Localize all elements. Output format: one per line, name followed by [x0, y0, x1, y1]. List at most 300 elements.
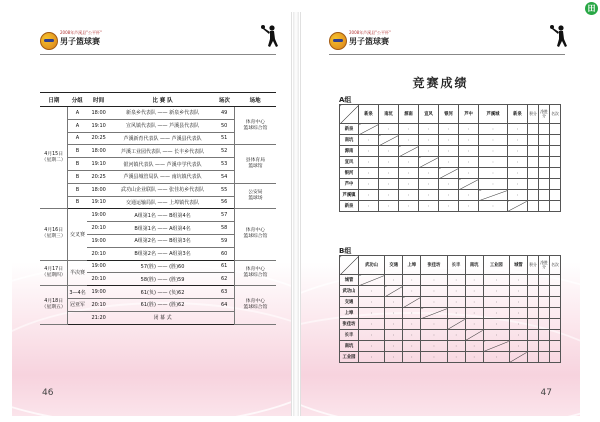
- game-cell: 64: [214, 298, 234, 311]
- score-cell: :: [403, 319, 421, 330]
- team-column-header: 源南: [399, 105, 419, 124]
- page-number-right: 47: [540, 388, 552, 398]
- stat-cell: [550, 135, 561, 146]
- stat-cell: [539, 297, 550, 308]
- score-cell: :: [509, 275, 527, 286]
- stat-column-header: 净胜分: [539, 256, 550, 275]
- grid-diagonal-cell: [507, 201, 527, 212]
- team-row-label: 交通: [340, 297, 359, 308]
- score-cell: :: [421, 330, 447, 341]
- time-cell: 19:00: [87, 260, 111, 273]
- score-cell: :: [419, 201, 439, 212]
- team-row-label: 宣风: [340, 157, 359, 168]
- game-cell: 49: [214, 107, 234, 120]
- time-cell: 20:25: [87, 170, 111, 183]
- grid-team-row: [340, 124, 561, 135]
- grid-diagonal-cell: [439, 168, 459, 179]
- score-cell: :: [507, 179, 527, 190]
- stat-cell: [539, 179, 550, 190]
- stat-cell: [528, 341, 539, 352]
- score-cell: :: [509, 319, 527, 330]
- score-cell: :: [359, 135, 379, 146]
- score-cell: :: [507, 157, 527, 168]
- score-cell: :: [479, 168, 508, 179]
- score-cell: :: [439, 124, 459, 135]
- score-cell: :: [479, 135, 508, 146]
- page-number-left: 46: [42, 388, 54, 398]
- score-cell: :: [439, 135, 459, 146]
- score-cell: :: [379, 179, 399, 190]
- team-column-header: 工业园: [483, 256, 509, 275]
- team-column-header: 长丰: [447, 256, 465, 275]
- match-cell: 武功山企业联队 —— 张佳坊乡代表队: [111, 183, 215, 196]
- score-cell: :: [403, 286, 421, 297]
- game-cell: 53: [214, 158, 234, 171]
- score-cell: :: [421, 297, 447, 308]
- stat-cell: [539, 201, 550, 212]
- score-cell: :: [483, 319, 509, 330]
- score-cell: :: [421, 341, 447, 352]
- right-page: [300, 12, 580, 416]
- time-cell: 18:00: [87, 183, 111, 196]
- game-cell: 50: [214, 119, 234, 132]
- grid-header-row: [340, 105, 561, 124]
- stat-cell: [539, 352, 550, 363]
- match-cell: 61(负) —— (负)62: [111, 286, 215, 299]
- stat-column-header: 净胜分: [539, 105, 550, 124]
- game-cell: 62: [214, 273, 234, 286]
- match-cell: A组第1名 —— B组第4名: [111, 209, 215, 222]
- basketball-player-icon: [258, 24, 280, 54]
- group-b-label: B组: [339, 247, 352, 255]
- grid-corner-cell: [340, 256, 359, 275]
- score-cell: :: [459, 135, 479, 146]
- score-cell: :: [399, 135, 419, 146]
- stat-cell: [539, 168, 550, 179]
- group-a-results-grid: [339, 104, 561, 212]
- game-cell: 61: [214, 260, 234, 273]
- book-spine: [293, 12, 299, 416]
- stat-cell: [550, 179, 561, 190]
- grid-team-row: [340, 275, 561, 286]
- col-date: 日期: [40, 93, 68, 107]
- score-cell: :: [419, 146, 439, 157]
- grid-team-row: [340, 168, 561, 179]
- score-cell: :: [421, 286, 447, 297]
- team-column-header: 银河: [439, 105, 459, 124]
- score-cell: :: [507, 146, 527, 157]
- col-game: 场次: [214, 93, 234, 107]
- score-cell: :: [483, 330, 509, 341]
- header-subtitle: 2008年芦溪县"公平杯": [349, 30, 391, 35]
- team-row-label: 张佳坊: [340, 319, 359, 330]
- score-cell: :: [507, 135, 527, 146]
- team-column-header: 芦中: [459, 105, 479, 124]
- score-cell: :: [399, 168, 419, 179]
- score-cell: :: [447, 308, 465, 319]
- stat-cell: [539, 146, 550, 157]
- score-cell: :: [507, 124, 527, 135]
- team-column-header: 武功山: [359, 256, 385, 275]
- team-row-label: 芦中: [340, 179, 359, 190]
- time-cell: 19:10: [87, 119, 111, 132]
- score-cell: :: [447, 286, 465, 297]
- date-cell: 4月18日 （星期五）: [40, 286, 68, 324]
- score-cell: :: [359, 319, 385, 330]
- schedule-row: [40, 107, 276, 120]
- stat-cell: [528, 179, 539, 190]
- score-cell: :: [479, 146, 508, 157]
- score-cell: :: [359, 157, 379, 168]
- team-row-label: 城管: [340, 275, 359, 286]
- results-title: 竞赛成绩: [412, 76, 469, 90]
- score-cell: :: [403, 330, 421, 341]
- group-cell: B: [68, 170, 87, 183]
- time-cell: 20:10: [87, 273, 111, 286]
- grid-diagonal-cell: [385, 286, 403, 297]
- game-cell: 54: [214, 170, 234, 183]
- score-cell: :: [509, 297, 527, 308]
- time-cell: 19:00: [87, 286, 111, 299]
- grid-diagonal-cell: [359, 124, 379, 135]
- grid-corner-cell: [340, 105, 359, 124]
- stat-cell: [528, 330, 539, 341]
- score-cell: :: [379, 157, 399, 168]
- match-cell: 宣风镇代表队 —— 芦溪县代表队: [111, 119, 215, 132]
- score-cell: :: [359, 168, 379, 179]
- score-cell: :: [379, 168, 399, 179]
- stat-cell: [550, 201, 561, 212]
- grid-diagonal-cell: [483, 341, 509, 352]
- stat-column-header: 积分: [528, 256, 539, 275]
- game-cell: 59: [214, 234, 234, 247]
- score-cell: :: [379, 190, 399, 201]
- score-cell: :: [385, 330, 403, 341]
- score-cell: :: [359, 330, 385, 341]
- team-row-label: 工业园: [340, 352, 359, 363]
- grid-team-row: [340, 330, 561, 341]
- team-column-header: 芦溪城: [479, 105, 508, 124]
- score-cell: :: [483, 352, 509, 363]
- match-cell: 闭 幕 式: [111, 311, 215, 324]
- stat-cell: [550, 286, 561, 297]
- tournament-logo-icon: [329, 32, 347, 50]
- group-cell: B: [68, 183, 87, 196]
- venue-cell: 体育中心 篮球综合馆: [234, 286, 276, 324]
- match-cell: 新泉乡代表队 —— 新泉乡代表队: [111, 107, 215, 120]
- score-cell: :: [509, 286, 527, 297]
- stat-cell: [550, 275, 561, 286]
- stat-cell: [539, 157, 550, 168]
- team-column-header: 南坑: [379, 105, 399, 124]
- grid-team-row: [340, 286, 561, 297]
- venue-cell: 县体育局 篮球馆: [234, 145, 276, 183]
- score-cell: :: [459, 168, 479, 179]
- score-cell: :: [403, 308, 421, 319]
- game-cell: 55: [214, 183, 234, 196]
- page-header: [329, 30, 569, 50]
- team-column-header: 宣风: [419, 105, 439, 124]
- time-cell: 19:10: [87, 196, 111, 209]
- stat-cell: [550, 341, 561, 352]
- stage-cell: 交叉赛: [68, 209, 87, 260]
- game-cell: 60: [214, 247, 234, 260]
- score-cell: :: [465, 352, 483, 363]
- grid-team-row: [340, 190, 561, 201]
- score-cell: :: [509, 330, 527, 341]
- score-cell: :: [447, 341, 465, 352]
- stat-cell: [550, 297, 561, 308]
- score-cell: :: [399, 201, 419, 212]
- stat-cell: [528, 168, 539, 179]
- score-cell: :: [447, 297, 465, 308]
- stat-cell: [528, 286, 539, 297]
- score-cell: :: [507, 190, 527, 201]
- grid-diagonal-cell: [399, 146, 419, 157]
- team-row-label: 南坑: [340, 341, 359, 352]
- grid-diagonal-cell: [421, 308, 447, 319]
- score-cell: :: [359, 179, 379, 190]
- score-cell: :: [509, 308, 527, 319]
- grid-diagonal-cell: [359, 275, 385, 286]
- schedule-row: [40, 260, 276, 273]
- grid-team-row: [340, 201, 561, 212]
- score-cell: :: [403, 275, 421, 286]
- schedule-row: [40, 145, 276, 158]
- score-cell: :: [483, 308, 509, 319]
- game-cell: 63: [214, 286, 234, 299]
- group-cell: B: [68, 145, 87, 158]
- score-cell: :: [359, 352, 385, 363]
- group-cell: A: [68, 132, 87, 145]
- stat-cell: [539, 319, 550, 330]
- date-cell: 4月15日 （星期二）: [40, 107, 68, 209]
- score-cell: :: [439, 179, 459, 190]
- team-row-label: 银河: [340, 168, 359, 179]
- team-column-header: 新泉: [359, 105, 379, 124]
- score-cell: :: [465, 308, 483, 319]
- venue-cell: 体育中心 篮球综合馆: [234, 107, 276, 145]
- stat-cell: [528, 124, 539, 135]
- team-column-header: 城管: [509, 256, 527, 275]
- group-a-label: A组: [339, 96, 352, 104]
- score-cell: :: [421, 352, 447, 363]
- stat-cell: [539, 330, 550, 341]
- grid-diagonal-cell: [419, 157, 439, 168]
- grid-diagonal-cell: [465, 330, 483, 341]
- group-cell: A: [68, 119, 87, 132]
- team-row-label: 武功山: [340, 286, 359, 297]
- tournament-logo-icon: [40, 32, 58, 50]
- app-badge-icon[interactable]: 田: [585, 2, 598, 15]
- stat-cell: [550, 319, 561, 330]
- score-cell: :: [459, 157, 479, 168]
- stat-cell: [539, 190, 550, 201]
- header-title: 男子篮球赛: [60, 37, 100, 46]
- stat-cell: [550, 190, 561, 201]
- header-title: 男子篮球赛: [349, 37, 389, 46]
- stat-cell: [539, 135, 550, 146]
- score-cell: :: [359, 308, 385, 319]
- score-cell: :: [419, 179, 439, 190]
- grid-diagonal-cell: [447, 319, 465, 330]
- score-cell: :: [483, 297, 509, 308]
- score-cell: :: [447, 330, 465, 341]
- time-cell: 20:10: [87, 298, 111, 311]
- score-cell: :: [385, 308, 403, 319]
- match-cell: 61(胜) —— (胜)62: [111, 298, 215, 311]
- score-cell: :: [379, 201, 399, 212]
- score-cell: :: [447, 275, 465, 286]
- score-cell: :: [399, 124, 419, 135]
- team-row-label: 上埠: [340, 308, 359, 319]
- date-cell: 4月16日 （星期三）: [40, 209, 68, 260]
- grid-team-row: [340, 146, 561, 157]
- score-cell: :: [465, 297, 483, 308]
- game-cell: [214, 311, 234, 324]
- score-cell: :: [479, 157, 508, 168]
- score-cell: :: [479, 179, 508, 190]
- team-row-label: 新泉: [340, 201, 359, 212]
- grid-team-row: [340, 352, 561, 363]
- venue-cell: 体育中心 篮球综合馆: [234, 209, 276, 260]
- score-cell: :: [509, 341, 527, 352]
- col-teams: 比 赛 队: [111, 93, 215, 107]
- stat-cell: [528, 190, 539, 201]
- team-row-label: 新泉: [340, 124, 359, 135]
- score-cell: :: [459, 201, 479, 212]
- schedule-row: [40, 209, 276, 222]
- schedule-table: [40, 92, 276, 325]
- grid-diagonal-cell: [403, 297, 421, 308]
- schedule-row: [40, 286, 276, 299]
- stat-cell: [539, 286, 550, 297]
- score-cell: :: [421, 319, 447, 330]
- stat-cell: [528, 319, 539, 330]
- venue-cell: 体育中心 篮球综合馆: [234, 260, 276, 286]
- team-row-label: 长丰: [340, 330, 359, 341]
- match-cell: 57(胜) —— (胜)60: [111, 260, 215, 273]
- time-cell: 19:10: [87, 158, 111, 171]
- score-cell: :: [385, 341, 403, 352]
- score-cell: :: [459, 146, 479, 157]
- score-cell: :: [359, 146, 379, 157]
- score-cell: :: [399, 190, 419, 201]
- time-cell: 20:25: [87, 132, 111, 145]
- team-column-header: 新泉: [507, 105, 527, 124]
- group-cell: A: [68, 107, 87, 120]
- stat-cell: [528, 308, 539, 319]
- score-cell: :: [419, 168, 439, 179]
- venue-cell: 公安局 篮球场: [234, 183, 276, 209]
- score-cell: :: [465, 319, 483, 330]
- score-cell: :: [459, 190, 479, 201]
- group-cell: B: [68, 158, 87, 171]
- team-row-label: 芦溪镇: [340, 190, 359, 201]
- stat-cell: [550, 168, 561, 179]
- stat-cell: [550, 308, 561, 319]
- schedule-header-row: [40, 93, 276, 107]
- match-cell: 银河镇代表队 —— 芦溪中学代表队: [111, 158, 215, 171]
- match-cell: 交通运输局队 —— 上埠镇代表队: [111, 196, 215, 209]
- stat-cell: [539, 124, 550, 135]
- score-cell: :: [439, 157, 459, 168]
- match-cell: 芦溪工业园代表队 —— 长丰乡代表队: [111, 145, 215, 158]
- score-cell: :: [421, 275, 447, 286]
- stat-cell: [528, 146, 539, 157]
- time-cell: 20:10: [87, 247, 111, 260]
- time-cell: 21:20: [87, 311, 111, 324]
- schedule-row: [40, 183, 276, 196]
- score-cell: :: [419, 124, 439, 135]
- group-cell: B: [68, 196, 87, 209]
- stat-column-header: 名次: [550, 256, 561, 275]
- score-cell: :: [379, 124, 399, 135]
- team-column-header: 交通: [385, 256, 403, 275]
- stat-cell: [528, 275, 539, 286]
- score-cell: :: [479, 124, 508, 135]
- stat-cell: [528, 201, 539, 212]
- grid-team-row: [340, 135, 561, 146]
- grid-diagonal-cell: [479, 190, 508, 201]
- header-subtitle: 2008年芦溪县"公平杯": [60, 30, 102, 35]
- match-cell: B组第1名 —— A组第4名: [111, 222, 215, 235]
- score-cell: :: [379, 146, 399, 157]
- stat-column-header: 名次: [550, 105, 561, 124]
- grid-team-row: [340, 308, 561, 319]
- match-cell: 芦溪县城管局队 —— 南坑镇代表队: [111, 170, 215, 183]
- score-cell: :: [385, 275, 403, 286]
- score-cell: :: [507, 168, 527, 179]
- page-header: [40, 30, 280, 50]
- game-cell: 52: [214, 145, 234, 158]
- score-cell: :: [419, 135, 439, 146]
- score-cell: :: [465, 275, 483, 286]
- stat-cell: [550, 146, 561, 157]
- score-cell: :: [479, 201, 508, 212]
- team-column-header: 张佳坊: [421, 256, 447, 275]
- grid-diagonal-cell: [459, 179, 479, 190]
- grid-team-row: [340, 341, 561, 352]
- game-cell: 51: [214, 132, 234, 145]
- stat-cell: [528, 157, 539, 168]
- stat-cell: [539, 308, 550, 319]
- team-column-header: 南坑: [465, 256, 483, 275]
- score-cell: :: [439, 146, 459, 157]
- stat-cell: [539, 341, 550, 352]
- game-cell: 58: [214, 222, 234, 235]
- score-cell: :: [385, 352, 403, 363]
- grid-diagonal-cell: [509, 352, 527, 363]
- col-time: 时间: [87, 93, 111, 107]
- score-cell: :: [359, 190, 379, 201]
- score-cell: :: [439, 190, 459, 201]
- time-cell: 19:00: [87, 234, 111, 247]
- score-cell: :: [483, 286, 509, 297]
- stat-cell: [550, 330, 561, 341]
- grid-team-row: [340, 319, 561, 330]
- stage-cell: [68, 311, 87, 324]
- score-cell: :: [419, 190, 439, 201]
- score-cell: :: [403, 352, 421, 363]
- team-column-header: 上埠: [403, 256, 421, 275]
- match-cell: 58(胜) —— (胜)59: [111, 273, 215, 286]
- score-cell: :: [403, 341, 421, 352]
- group-b-results-grid: [339, 255, 561, 363]
- time-cell: 19:00: [87, 209, 111, 222]
- game-cell: 56: [214, 196, 234, 209]
- stat-cell: [550, 352, 561, 363]
